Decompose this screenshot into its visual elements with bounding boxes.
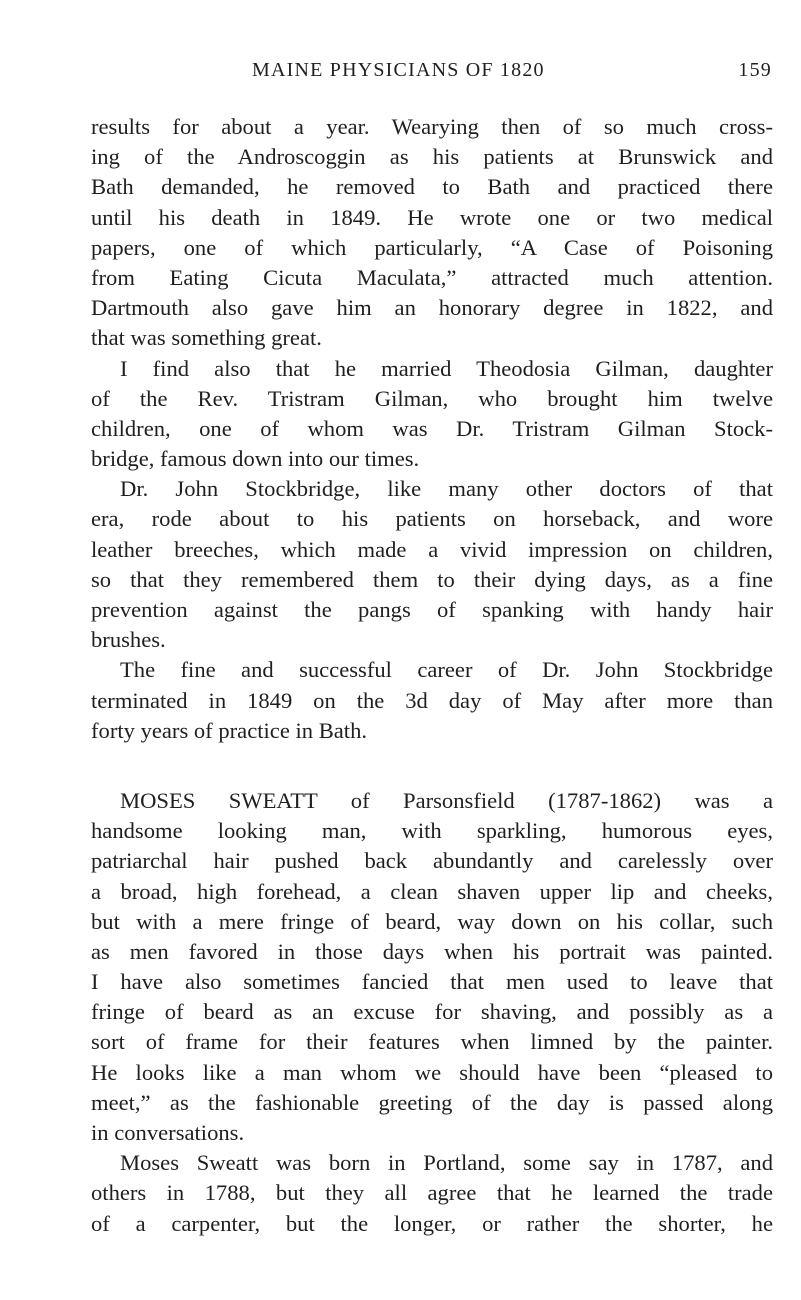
text-line: Dr. John Stockbridge, like many other doctors of that — [120, 476, 773, 502]
text-line: terminated in 1849 on the 3d day of May after more than — [91, 687, 773, 713]
text-line: ing of the Androscoggin as his patients at Brunswick and — [91, 144, 773, 170]
text-line: era, rode about to his patients on horseback, and wore — [91, 506, 773, 532]
paragraph — [91, 655, 773, 746]
section-gap — [91, 746, 773, 786]
text-line: from Eating Cicuta Maculata,” attracted much attention. — [91, 264, 773, 290]
text-line: in conversations. — [91, 1120, 245, 1145]
paragraph — [91, 1148, 773, 1239]
text-line: fringe of beard as an excuse for shaving, and possibly as a — [91, 999, 773, 1025]
text-line: as men favored in those days when his portrait was painted. — [91, 938, 773, 964]
text-line: leather breeches, which made a vivid impression on children, — [91, 536, 773, 562]
text-line: a broad, high forehead, a clean shaven upper lip and cheeks, — [91, 878, 773, 904]
text-line: Bath demanded, he removed to Bath and practiced there — [91, 174, 773, 200]
page-number: 159 — [738, 59, 772, 81]
paragraph — [91, 354, 773, 475]
paragraph — [91, 474, 773, 655]
text-line: bridge, famous down into our times. — [91, 446, 420, 472]
text-line: meet,” as the fashionable greeting of the day is passed along — [91, 1089, 773, 1115]
text-line: patriarchal hair pushed back abundantly and carelessly over — [91, 848, 773, 874]
text-line: children, one of whom was Dr. Tristram Gilman Stock- — [91, 415, 773, 441]
running-title: MAINE PHYSICIANS OF 1820 — [252, 59, 545, 81]
text-line: MOSES SWEATT of Parsonsfield (1787-1862) was a — [120, 787, 773, 813]
text-line: The fine and successful career of Dr. John Stockbridge — [120, 657, 773, 683]
text-line: of a carpenter, but the longer, or rather the shorter, he — [91, 1210, 773, 1236]
text-line: Dartmouth also gave him an honorary degree in 1822, and — [91, 295, 773, 321]
text-line: others in 1788, but they all agree that he learned the trade — [91, 1180, 773, 1206]
text-line: sort of frame for their features when limned by the painter. — [91, 1029, 773, 1055]
text-line: He looks like a man whom we should have been “pleased to — [91, 1059, 773, 1085]
text-line: of the Rev. Tristram Gilman, who brought him twelve — [91, 385, 773, 411]
text-line: so that they remembered them to their dying days, as a fine — [91, 566, 773, 592]
text-line: I find also that he married Theodosia Gilman, daughter — [120, 355, 773, 381]
text-line: forty years of practice in Bath. — [91, 717, 368, 743]
text-line: that was something great. — [91, 325, 322, 351]
text-line: handsome looking man, with sparkling, humorous eyes, — [91, 818, 773, 844]
text-line: brushes. — [91, 627, 166, 653]
text-line: until his death in 1849. He wrote one or two medical — [91, 204, 773, 230]
text-line: papers, one of which particularly, “A Case of Poisoning — [91, 234, 773, 260]
text-line: but with a mere fringe of beard, way down on his collar, such — [91, 908, 773, 934]
text-line: Moses Sweatt was born in Portland, some say in 1787, and — [120, 1150, 773, 1176]
text-line: I have also sometimes fancied that men used to leave that — [91, 969, 773, 995]
page-header — [252, 59, 772, 89]
paragraph — [91, 112, 773, 354]
paragraph — [91, 786, 773, 1148]
text-line: prevention against the pangs of spanking with handy hair — [91, 597, 773, 622]
text-line: results for about a year. Wearying then of so much cross- — [91, 114, 773, 139]
body-text — [91, 112, 773, 1239]
